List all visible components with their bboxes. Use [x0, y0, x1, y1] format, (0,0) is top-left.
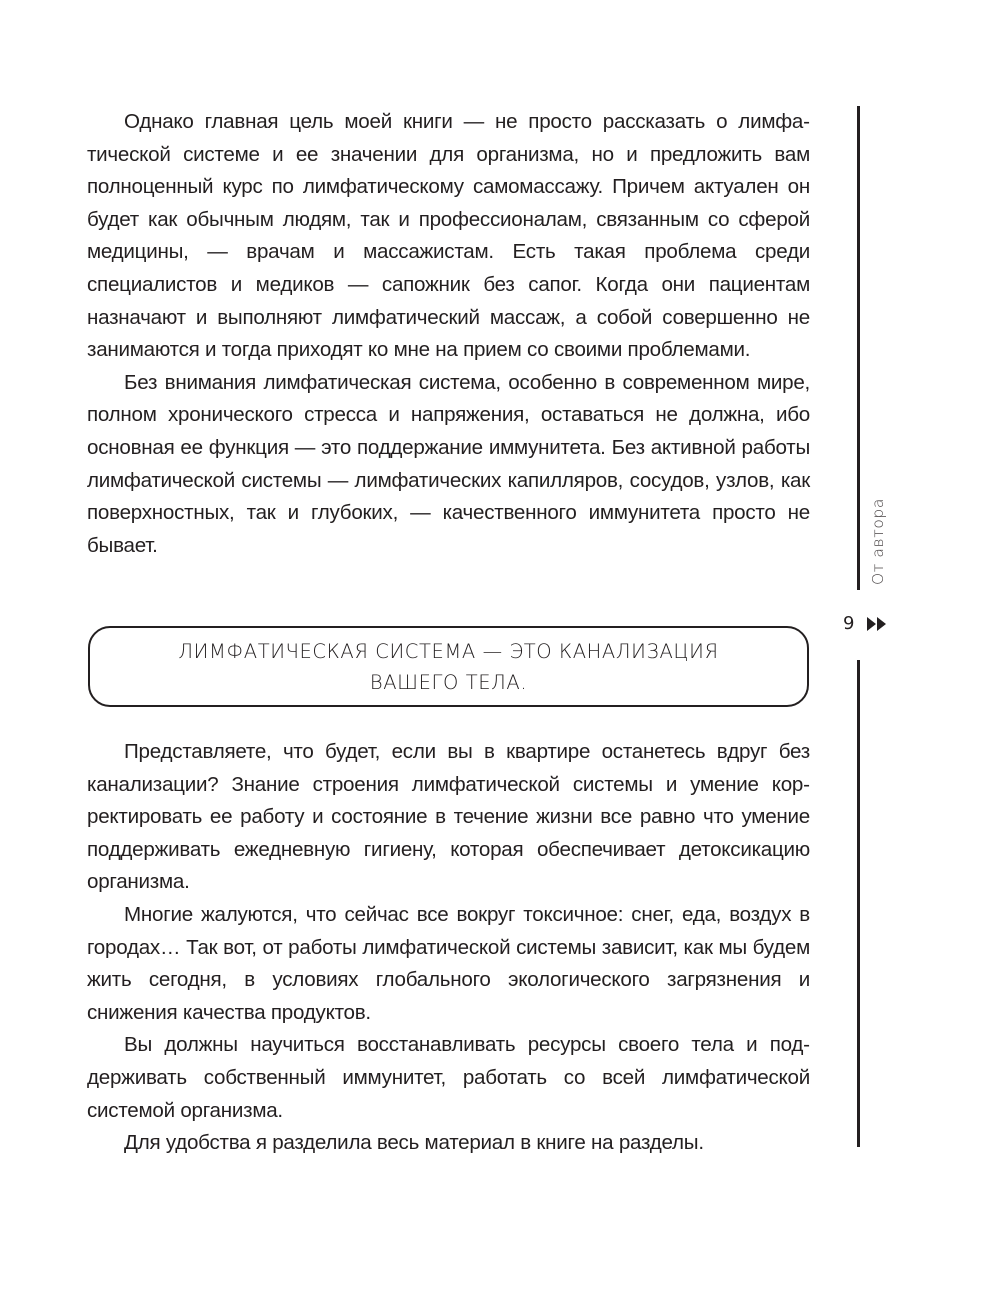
- double-right-arrow-icon: [867, 617, 887, 631]
- margin-rule-bottom: [857, 660, 860, 1147]
- paragraph: Вы должны научиться восстанавливать ресурсы своего тела и поддерживать собственный иммунитет, работать со всей лимфатической системой организма.: [87, 1033, 810, 1122]
- margin-rule-top: [857, 106, 860, 590]
- paragraph: Многие жалуются, что сейчас все вокруг токсичное: снег, еда, воздух в городах… Так вот, от работы лимфатической системы зависит, как мы будем жить сегодня, в условиях глобального экологического загрязнения и снижения качества продуктов.: [87, 902, 810, 1024]
- callout-box: [88, 626, 809, 707]
- body-text-bottom: [87, 736, 810, 1160]
- running-section-label: От автора: [869, 498, 887, 585]
- page-number: 9: [843, 613, 855, 634]
- paragraph: Без внимания лимфатическая система, особенно в современном мире, полном хронического стресса и напряжения, оставаться не должна, ибо основная ее функция — это поддержание иммунитета. Без активной работы лимфатической системы — лимфатических капилляров, сосудов, узлов, как поверхностных, так и глубоких, — качественного иммунитета просто не бывает.: [87, 370, 810, 557]
- paragraph: Для удобства я разделила весь материал в книге на разделы.: [124, 1131, 704, 1155]
- paragraph: Представляете, что будет, если вы в квартире останетесь вдруг без канализации? Знание строения лимфатической системы и умение корректировать ее работу и состояние в течение жизни все равно что умение поддерживать ежедневную гигиену, которая обеспечивает детоксикацию организма.: [87, 740, 810, 894]
- callout-text: ЛИМФАТИЧЕСКАЯ СИСТЕМА — ЭТО КАНАЛИЗАЦИЯ ВАШЕГО ТЕЛА.: [178, 639, 719, 694]
- body-text-top: [87, 106, 810, 562]
- paragraph: Однако главная цель моей книги — не просто рассказать о лимфатической системе и ее значении для организма, но и предложить вам полноценный курс по лимфатическому самомассажу. Причем актуален он будет как обычным людям, так и профессионалам, связанным со сферой медицины, — врачам и массажистам. Есть такая проблема среди специалистов и медиков — сапожник без сапог. Когда они пациентам назначают и выполняют лимфатический массаж, а собой совершенно не занимаются и тогда приходят ко мне на прием со своими проблемами.: [87, 110, 810, 362]
